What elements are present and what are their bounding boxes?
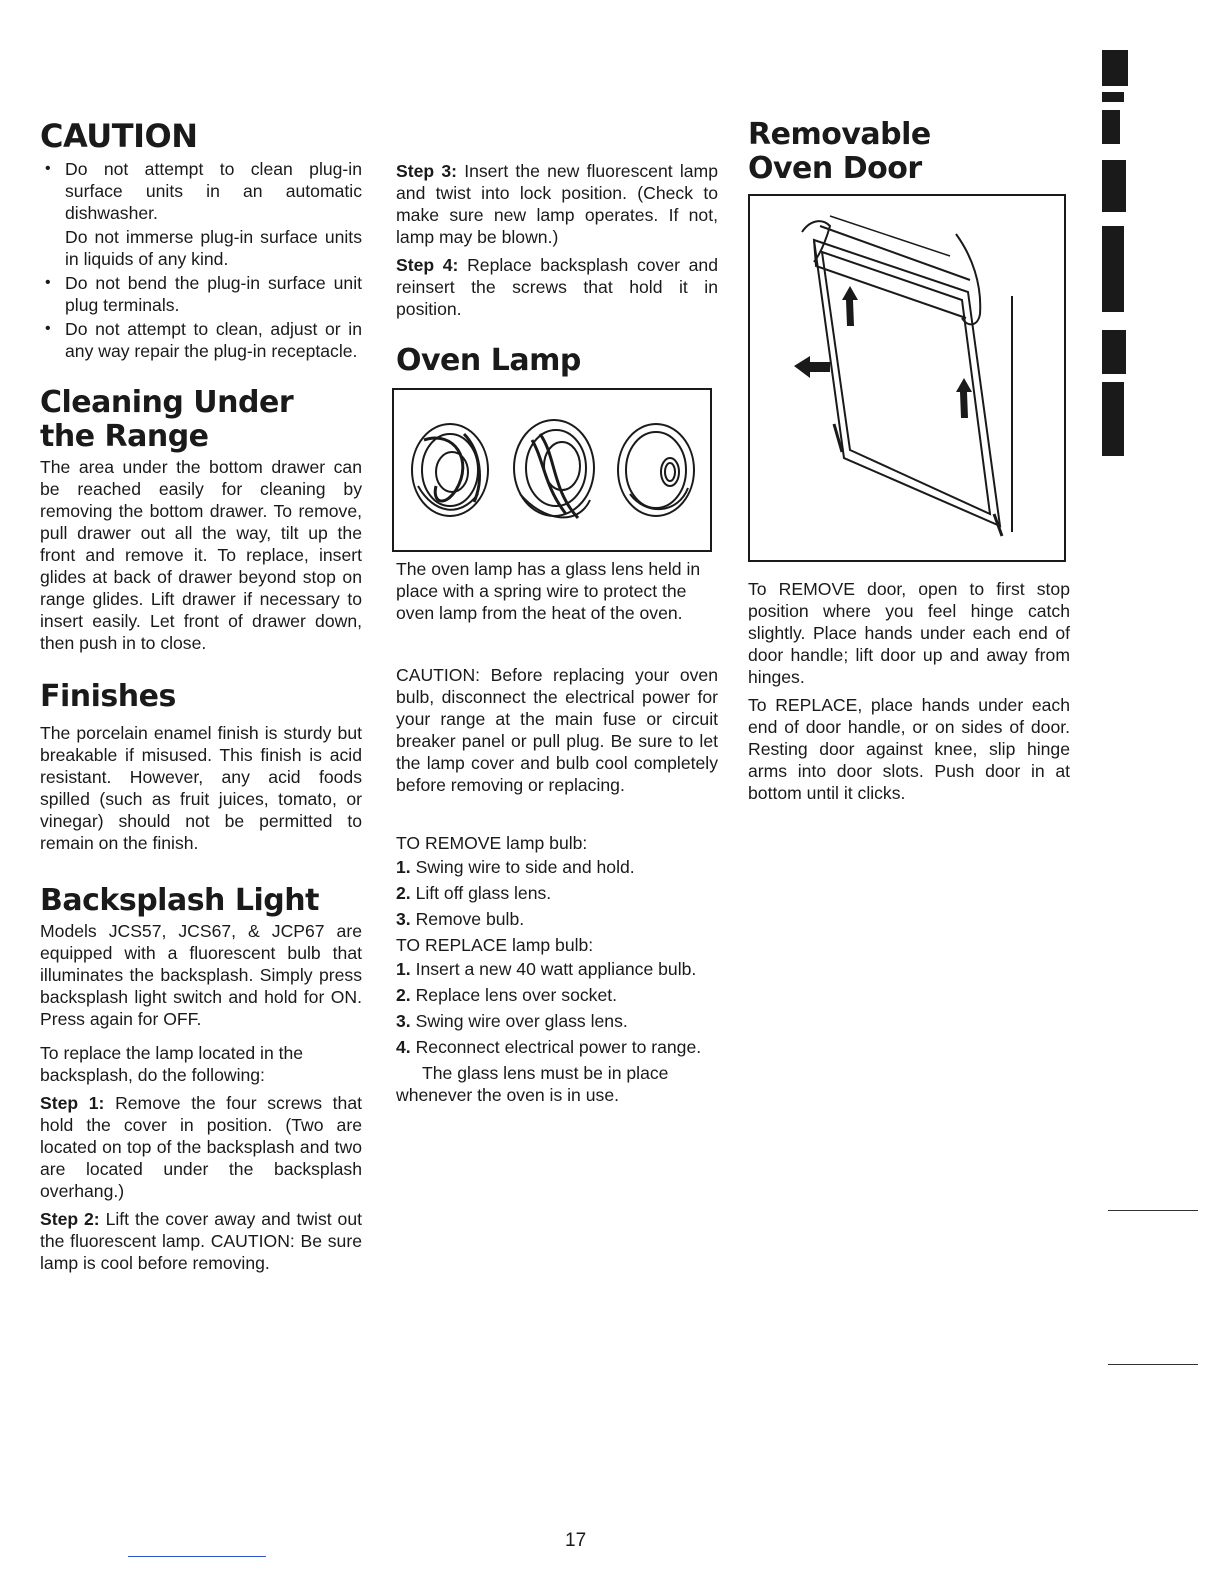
list-item <box>396 958 718 980</box>
step-number: 2. <box>396 883 411 903</box>
list-item <box>396 882 718 904</box>
replace-door-text: To REPLACE, place hands under each end of door handle, or on sides of door. Resting door against knee, slip hinge arms into door slots. Push door in at bottom until it clicks. <box>748 695 1070 803</box>
step-text: Reconnect electrical power to range. <box>415 1037 702 1057</box>
column-middle <box>396 160 718 1106</box>
heading-line: Removable <box>748 117 931 152</box>
removable-door-section <box>748 118 1070 804</box>
step-number: 1. <box>396 959 411 979</box>
page-number: 17 <box>565 1530 587 1551</box>
oven-lamp-drawing <box>394 390 710 550</box>
backsplash-light-heading: Backsplash Light <box>40 883 319 918</box>
remove-bulb-steps <box>396 856 718 930</box>
list-item <box>396 908 718 930</box>
step-number: 4. <box>396 1037 411 1057</box>
heading-line: the Range <box>40 419 209 454</box>
edge-tab-mark <box>1102 50 1128 86</box>
backsplash-step-1 <box>40 1092 362 1202</box>
heading-line: Cleaning Under <box>40 385 294 420</box>
edge-rule <box>1108 1364 1198 1365</box>
oven-door-drawing <box>750 196 1064 560</box>
caution-heading: CAUTION <box>40 117 198 155</box>
list-item <box>396 856 718 878</box>
oven-lamp-caution: CAUTION: Before replacing your oven bulb, disconnect the electrical power for your range at the main fuse or circuit breaker panel or pull plug. Be sure to let the lamp cover and bulb cool completely before removing or replacing. <box>396 665 718 795</box>
edge-tab-mark <box>1102 382 1124 456</box>
step-label: Step 2: <box>40 1209 100 1229</box>
step-text: Lift the cover away and twist out the fluorescent lamp. CAUTION: Be sure lamp is cool before removing. <box>40 1209 362 1273</box>
backsplash-light-section <box>40 884 362 1274</box>
edge-tab-mark <box>1102 110 1120 144</box>
step-text: Insert a new 40 watt appliance bulb. <box>415 959 697 979</box>
remove-bulb-heading: TO REMOVE lamp bulb: <box>396 833 588 853</box>
replace-bulb-steps <box>396 958 718 1058</box>
removable-door-heading <box>748 118 1070 186</box>
oven-lamp-illustration <box>392 388 712 552</box>
edge-tab-mark <box>1102 226 1124 312</box>
step-number: 3. <box>396 909 411 929</box>
edge-tab-mark <box>1102 160 1126 212</box>
bottom-rule <box>128 1556 266 1557</box>
step-text: Replace lens over socket. <box>415 985 618 1005</box>
edge-tab-mark <box>1102 330 1126 374</box>
step-text: Replace backsplash cover and reinsert the screws that hold it in position. <box>396 255 718 319</box>
step-text: Insert the new fluorescent lamp and twist into lock position. (Check to make sure new lamp operates. If not, lamp may be blown.) <box>396 161 718 247</box>
cleaning-under-range-body: The area under the bottom drawer can be reached easily for cleaning by removing the bottom drawer. To remove, pull drawer out all the way, tilt up the front and remove it. To replace, insert glides at back of drawer beyond stop on range glides. Lift drawer if necessary to insert easily. Let front of drawer down, then push in to close. <box>40 457 362 653</box>
finishes-section <box>40 680 362 854</box>
caution-list <box>40 158 362 362</box>
replace-bulb-heading: TO REPLACE lamp bulb: <box>396 935 594 955</box>
list-item <box>396 1010 718 1032</box>
remove-door-text: To REMOVE door, open to first stop position where you feel hinge catch slightly. Place hands under each end of door handle; lift door up and away from hinges. <box>748 579 1070 687</box>
step-text: Lift off glass lens. <box>415 883 552 903</box>
caution-item: Do not immerse plug-in surface units in liquids of any kind. <box>65 227 362 269</box>
step-number: 3. <box>396 1011 411 1031</box>
oven-door-illustration <box>748 194 1066 562</box>
heading-line: Oven Door <box>748 151 922 186</box>
column-right <box>748 118 1070 810</box>
step-label: Step 3: <box>396 161 457 181</box>
oven-lamp-heading: Oven Lamp <box>396 343 581 378</box>
backsplash-step-2 <box>40 1208 362 1274</box>
finishes-body: The porcelain enamel finish is sturdy but breakable if misused. This finish is acid resistant. However, any acid foods spilled (such as fruit juices, tomato, or vinegar) should not be permitted to remain on the finish. <box>40 723 362 853</box>
cleaning-under-range-heading <box>40 386 362 454</box>
step-label: Step 4: <box>396 255 459 275</box>
step-number: 2. <box>396 985 411 1005</box>
backsplash-lead: To replace the lamp located in the backsplash, do the following: <box>40 1043 304 1085</box>
backsplash-step-4 <box>396 254 718 320</box>
list-item <box>396 1036 718 1058</box>
edge-tab-mark <box>1102 92 1124 102</box>
step-text: Swing wire over glass lens. <box>415 1011 628 1031</box>
caution-item: • Do not attempt to clean, adjust or in any way repair the plug-in receptacle. <box>40 318 362 362</box>
oven-lamp-section <box>396 344 718 1106</box>
step-number: 1. <box>396 857 411 877</box>
list-item <box>396 984 718 1006</box>
oven-lamp-caption: The oven lamp has a glass lens held in place with a spring wire to protect the oven lamp from the heat of the oven. <box>396 559 701 623</box>
column-left <box>40 118 362 1280</box>
caution-item: • Do not bend the plug-in surface unit plug terminals. <box>40 272 362 316</box>
backsplash-step-3 <box>396 160 718 248</box>
backsplash-intro: Models JCS57, JCS67, & JCP67 are equipped with a fluorescent bulb that illuminates the backsplash. Simply press backsplash light switch and hold for ON. Press again for OFF. <box>40 921 362 1029</box>
step-text: Remove bulb. <box>415 909 525 929</box>
finishes-heading: Finishes <box>40 679 176 714</box>
oven-lamp-note: The glass lens must be in place whenever the oven is in use. <box>396 1063 669 1105</box>
caution-item: • Do not attempt to clean plug-in surface units in an automatic dishwasher. <box>40 158 362 224</box>
caution-section <box>40 118 362 362</box>
step-text: Swing wire to side and hold. <box>415 857 635 877</box>
step-label: Step 1: <box>40 1093 105 1113</box>
edge-rule <box>1108 1210 1198 1211</box>
step-text: Remove the four screws that hold the cover in position. (Two are located on top of the backsplash and two are located under the backsplash overhang.) <box>40 1093 362 1201</box>
cleaning-under-range-section <box>40 386 362 654</box>
